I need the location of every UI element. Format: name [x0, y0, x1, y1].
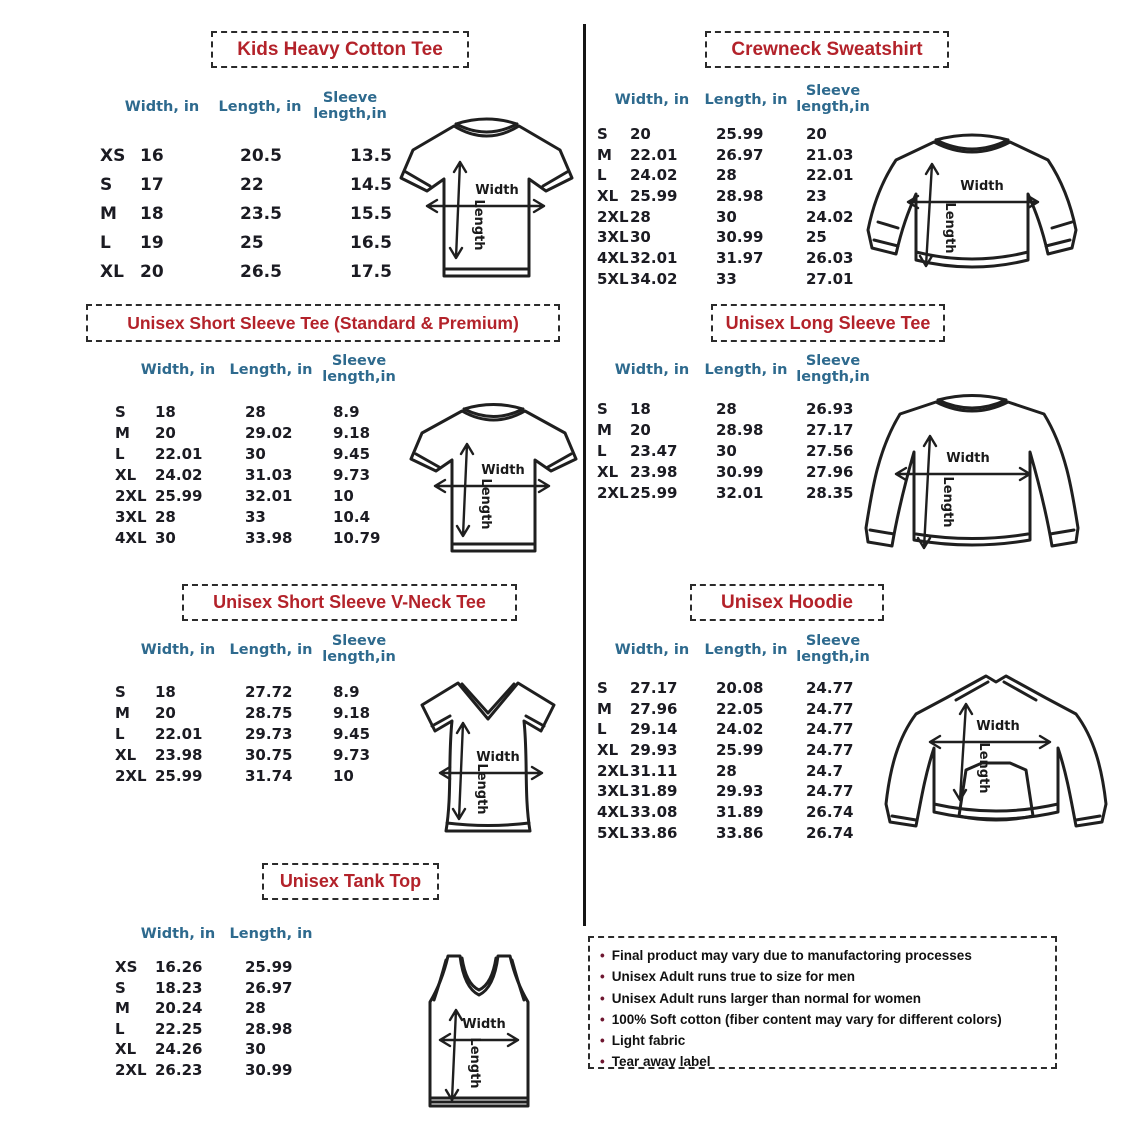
- length-arrow-label: Length: [474, 763, 489, 815]
- cell-sleeve: 26.03: [806, 249, 854, 268]
- cell-size: M: [597, 421, 612, 439]
- header-width: Width, in: [614, 642, 690, 658]
- cell-size: XL: [100, 262, 124, 282]
- cell-size: S: [115, 978, 126, 997]
- table-row: [115, 402, 415, 423]
- cell-size: L: [115, 1019, 125, 1038]
- size-table-hoodie: [597, 632, 887, 844]
- header-length: Length, in: [704, 642, 788, 658]
- cell-sleeve: 13.5: [350, 146, 392, 166]
- cell-width: 27.96: [630, 699, 678, 718]
- cell-length: 25.99: [716, 741, 764, 760]
- table-row: [115, 1019, 415, 1040]
- header-length: Length, in: [704, 362, 788, 378]
- cell-size: M: [115, 704, 130, 722]
- bullet-icon: •: [600, 948, 605, 963]
- width-arrow-label: Width: [946, 451, 990, 466]
- table-row: [115, 423, 415, 444]
- header-width: Width, in: [140, 926, 216, 942]
- cell-sleeve: 9.45: [333, 725, 371, 743]
- note-item: [600, 1009, 1045, 1030]
- cell-width: 20: [140, 262, 164, 282]
- cell-length: 23.5: [240, 204, 282, 224]
- note-item: [600, 966, 1045, 987]
- cell-length: 30.99: [716, 228, 764, 247]
- cell-width: 26.23: [155, 1060, 203, 1079]
- cell-size: S: [115, 683, 126, 701]
- table-row: [100, 171, 440, 200]
- table-row: [115, 444, 415, 465]
- table-row: [597, 399, 887, 420]
- cell-length: 20.08: [716, 679, 764, 697]
- cell-length: 30: [245, 445, 266, 463]
- cell-sleeve: 26.74: [806, 803, 854, 822]
- cell-width: 31.11: [630, 761, 678, 780]
- table-row: [597, 165, 887, 186]
- length-arrow-label: Length: [976, 742, 991, 794]
- header-length: Length, in: [229, 926, 313, 942]
- cell-width: 34.02: [630, 269, 678, 288]
- width-arrow-label: Width: [960, 179, 1004, 194]
- cell-size: XS: [115, 958, 138, 976]
- table-row: [115, 1060, 415, 1081]
- cell-size: S: [115, 403, 126, 421]
- section-title-unisex-hoodie: Unisex Hoodie: [690, 584, 884, 621]
- table-header: [115, 912, 415, 957]
- cell-length: 29.73: [245, 725, 293, 743]
- header-width: Width, in: [140, 642, 216, 658]
- cell-size: XL: [597, 741, 619, 760]
- short-sleeve-tee-icon: [393, 110, 580, 290]
- cell-length: 28: [716, 166, 737, 185]
- cell-sleeve: 20: [806, 125, 827, 143]
- cell-sleeve: 21.03: [806, 145, 854, 164]
- cell-sleeve: 26.93: [806, 400, 854, 418]
- cell-sleeve: 27.56: [806, 442, 854, 460]
- cell-sleeve: 9.45: [333, 445, 371, 463]
- cell-length: 30.75: [245, 746, 293, 764]
- cell-length: 25: [240, 233, 264, 253]
- cell-width: 20: [630, 421, 651, 439]
- cell-length: 28: [716, 400, 737, 418]
- header-sleeve: Sleeve length,in: [322, 633, 396, 666]
- bullet-icon: •: [600, 990, 605, 1006]
- cell-sleeve: 17.5: [350, 262, 392, 282]
- cell-size: 2XL: [115, 767, 147, 785]
- table-row: [597, 145, 887, 166]
- cell-width: 18: [155, 683, 176, 701]
- cell-sleeve: 22.01: [806, 166, 854, 185]
- cell-width: 29.93: [630, 741, 678, 760]
- cell-sleeve: 15.5: [350, 204, 392, 224]
- cell-width: 20: [630, 125, 651, 143]
- table-row: [115, 703, 415, 724]
- note-text: Unisex Adult runs true to size for men: [611, 969, 856, 985]
- hoodie-icon: [882, 668, 1110, 853]
- cell-sleeve: 14.5: [350, 175, 392, 195]
- header-sleeve: Sleeve length,in: [796, 83, 870, 116]
- cell-width: 32.01: [630, 249, 678, 268]
- section-title-unisex-long-sleeve-tee: Unisex Long Sleeve Tee: [711, 304, 945, 342]
- note-item: [600, 988, 1045, 1009]
- size-table-tank-top: [115, 912, 415, 1080]
- cell-size: M: [597, 145, 612, 164]
- cell-sleeve: 9.18: [333, 704, 371, 722]
- length-arrow-label: Length: [471, 199, 486, 251]
- table-row: [115, 957, 415, 978]
- table-row: [115, 998, 415, 1019]
- cell-size: 2XL: [597, 761, 629, 780]
- cell-sleeve: 9.73: [333, 746, 371, 764]
- width-arrow-label: Width: [976, 719, 1020, 734]
- length-arrow-label: Length: [940, 476, 955, 528]
- crewneck-sweatshirt-icon: [866, 124, 1078, 294]
- cell-length: 33: [245, 508, 266, 526]
- table-row: [597, 227, 887, 248]
- cell-length: 22.05: [716, 699, 764, 718]
- size-table-short-sleeve: [115, 352, 415, 549]
- cell-size: L: [597, 442, 607, 460]
- cell-width: 33.86: [630, 823, 678, 842]
- cell-width: 30: [155, 529, 176, 547]
- cell-width: 18: [155, 403, 176, 421]
- cell-size: XS: [100, 146, 126, 166]
- header-width: Width, in: [614, 362, 690, 378]
- cell-size: L: [115, 445, 125, 463]
- table-row: [597, 781, 887, 802]
- cell-width: 25.99: [630, 484, 678, 502]
- table-header: [115, 352, 415, 402]
- note-item: [600, 1051, 1045, 1072]
- table-row: [115, 528, 415, 549]
- table-row: [597, 124, 887, 145]
- table-row: [115, 507, 415, 528]
- cell-size: M: [115, 999, 130, 1017]
- cell-sleeve: 9.18: [333, 424, 371, 442]
- table-row: [597, 823, 887, 844]
- cell-width: 16.26: [155, 958, 203, 976]
- table-row: [597, 719, 887, 740]
- header-width: Width, in: [614, 92, 690, 108]
- cell-width: 17: [140, 175, 164, 195]
- cell-size: 4XL: [597, 803, 629, 822]
- section-title-crewneck-sweatshirt: Crewneck Sweatshirt: [705, 31, 949, 68]
- cell-sleeve: 16.5: [350, 233, 392, 253]
- cell-length: 30: [716, 207, 737, 226]
- table-row: [100, 229, 440, 258]
- table-row: [597, 269, 887, 290]
- cell-length: 28.75: [245, 704, 293, 722]
- cell-width: 22.01: [155, 445, 203, 463]
- cell-length: 33.86: [716, 823, 764, 842]
- header-sleeve: Sleeve length,in: [796, 353, 870, 386]
- header-width: Width, in: [124, 99, 200, 115]
- cell-size: M: [597, 699, 612, 718]
- cell-length: 25.99: [245, 958, 293, 976]
- cell-width: 25.99: [155, 487, 203, 505]
- cell-size: S: [597, 400, 608, 418]
- cell-sleeve: 9.73: [333, 466, 371, 484]
- header-sleeve: Sleeve length,in: [796, 633, 870, 666]
- cell-width: 22.01: [630, 145, 678, 164]
- cell-size: 3XL: [115, 508, 147, 526]
- header-length: Length, in: [229, 642, 313, 658]
- cell-sleeve: 10: [333, 487, 354, 505]
- cell-size: L: [100, 233, 111, 253]
- cell-width: 28: [630, 207, 651, 226]
- cell-length: 28: [716, 761, 737, 780]
- note-text: Tear away label: [611, 1054, 711, 1070]
- cell-length: 28.98: [245, 1019, 293, 1038]
- cell-width: 19: [140, 233, 164, 253]
- cell-sleeve: 25: [806, 228, 827, 247]
- cell-width: 23.47: [630, 442, 678, 460]
- section-title-unisex-tank-top: Unisex Tank Top: [262, 863, 439, 900]
- note-item: [600, 1030, 1045, 1051]
- table-row: [115, 682, 415, 703]
- cell-length: 28: [245, 403, 266, 421]
- width-arrow-label: Width: [475, 183, 519, 198]
- cell-size: L: [115, 725, 125, 743]
- cell-size: 5XL: [597, 269, 629, 288]
- cell-size: 3XL: [597, 228, 629, 247]
- cell-sleeve: 10.79: [333, 529, 381, 547]
- cell-size: 2XL: [597, 207, 629, 226]
- table-row: [115, 724, 415, 745]
- table-header: [597, 80, 887, 124]
- size-table-kids: [100, 85, 440, 287]
- cell-size: 4XL: [597, 249, 629, 268]
- cell-sleeve: 10.4: [333, 508, 371, 526]
- cell-length: 27.72: [245, 683, 293, 701]
- cell-length: 33.98: [245, 529, 293, 547]
- long-sleeve-tee-icon: [858, 390, 1086, 568]
- cell-length: 31.74: [245, 767, 293, 785]
- cell-sleeve: 8.9: [333, 403, 360, 421]
- cell-width: 18: [140, 204, 164, 224]
- table-row: [597, 483, 887, 504]
- header-length: Length, in: [704, 92, 788, 108]
- table-row: [597, 761, 887, 782]
- table-row: [115, 745, 415, 766]
- cell-size: XL: [115, 466, 137, 484]
- cell-length: 30: [716, 442, 737, 460]
- bullet-icon: •: [600, 1011, 605, 1027]
- table-header: [100, 85, 440, 142]
- header-length: Length, in: [218, 99, 302, 115]
- cell-width: 18.23: [155, 978, 203, 997]
- width-arrow-label: Width: [462, 1017, 506, 1032]
- notes-box: [588, 936, 1057, 1069]
- cell-width: 24.02: [630, 166, 678, 185]
- cell-sleeve: 24.02: [806, 207, 854, 226]
- cell-size: XL: [115, 1040, 137, 1058]
- cell-size: 2XL: [115, 1060, 147, 1079]
- cell-width: 20: [155, 704, 176, 722]
- cell-width: 23.98: [630, 463, 678, 481]
- cell-size: XL: [597, 463, 619, 481]
- cell-width: 33.08: [630, 803, 678, 822]
- header-length: Length, in: [229, 362, 313, 378]
- table-row: [115, 465, 415, 486]
- cell-length: 30.99: [245, 1060, 293, 1079]
- length-arrow-label: Length: [467, 1037, 482, 1089]
- cell-size: S: [597, 679, 608, 697]
- cell-size: 5XL: [597, 823, 629, 842]
- table-row: [597, 248, 887, 269]
- cell-size: 3XL: [597, 782, 629, 801]
- cell-length: 30.99: [716, 463, 764, 481]
- cell-length: 20.5: [240, 146, 282, 166]
- cell-sleeve: 24.77: [806, 699, 854, 718]
- table-row: [100, 258, 440, 287]
- cell-length: 29.02: [245, 424, 293, 442]
- cell-size: XL: [597, 187, 619, 206]
- table-row: [597, 699, 887, 720]
- cell-width: 18: [630, 400, 651, 418]
- bullet-icon: •: [600, 1033, 605, 1049]
- cell-size: 4XL: [115, 529, 147, 547]
- cell-length: 28: [245, 999, 266, 1017]
- cell-length: 31.03: [245, 466, 293, 484]
- cell-length: 28.98: [716, 187, 764, 206]
- cell-sleeve: 24.77: [806, 782, 854, 801]
- cell-length: 24.02: [716, 720, 764, 739]
- cell-sleeve: 24.77: [806, 679, 854, 697]
- cell-length: 33: [716, 269, 737, 288]
- section-title-v-neck-tee: Unisex Short Sleeve V-Neck Tee: [182, 584, 517, 621]
- cell-length: 22: [240, 175, 264, 195]
- cell-size: M: [115, 424, 130, 442]
- cell-size: S: [597, 125, 608, 143]
- table-row: [100, 200, 440, 229]
- table-header: [597, 632, 887, 678]
- cell-width: 16: [140, 146, 164, 166]
- tank-top-icon: [418, 948, 540, 1120]
- cell-size: 2XL: [115, 487, 147, 505]
- bullet-icon: •: [600, 1054, 605, 1070]
- cell-length: 32.01: [716, 484, 764, 502]
- v-neck-tee-icon: [402, 671, 574, 843]
- cell-width: 25.99: [630, 187, 678, 206]
- cell-size: L: [597, 720, 607, 739]
- length-arrow-label: Length: [942, 202, 957, 254]
- note-text: Unisex Adult runs larger than normal for women: [611, 990, 922, 1006]
- cell-width: 24.02: [155, 466, 203, 484]
- header-width: Width, in: [140, 362, 216, 378]
- table-row: [115, 978, 415, 999]
- header-sleeve: Sleeve length,in: [313, 90, 387, 123]
- table-row: [597, 207, 887, 228]
- bullet-icon: •: [600, 969, 605, 985]
- cell-length: 26.97: [245, 978, 293, 997]
- cell-length: 26.5: [240, 262, 282, 282]
- note-item: [600, 945, 1045, 966]
- cell-sleeve: 24.77: [806, 741, 854, 760]
- cell-size: L: [597, 166, 607, 185]
- cell-width: 31.89: [630, 782, 678, 801]
- cell-width: 22.01: [155, 725, 203, 743]
- cell-width: 28: [155, 508, 176, 526]
- cell-width: 22.25: [155, 1019, 203, 1038]
- table-row: [597, 678, 887, 699]
- cell-sleeve: 24.7: [806, 761, 844, 780]
- cell-length: 31.89: [716, 803, 764, 822]
- table-row: [115, 766, 415, 787]
- cell-sleeve: 23: [806, 187, 827, 206]
- table-row: [597, 802, 887, 823]
- note-text: Light fabric: [611, 1033, 686, 1049]
- table-row: [597, 186, 887, 207]
- note-text: Final product may vary due to manufactoring processes: [611, 948, 972, 963]
- cell-sleeve: 27.96: [806, 463, 854, 481]
- cell-sleeve: 26.74: [806, 823, 854, 842]
- size-table-v-neck: [115, 632, 415, 787]
- cell-length: 29.93: [716, 782, 764, 801]
- width-arrow-label: Width: [476, 750, 520, 765]
- table-header: [115, 632, 415, 682]
- cell-sleeve: 10: [333, 767, 354, 785]
- short-sleeve-tee-icon: [403, 396, 585, 564]
- section-title-unisex-short-sleeve-tee: Unisex Short Sleeve Tee (Standard & Premium): [86, 304, 560, 342]
- cell-length: 26.97: [716, 145, 764, 164]
- cell-width: 24.26: [155, 1040, 203, 1058]
- size-table-long-sleeve: [597, 352, 887, 504]
- cell-size: S: [100, 175, 113, 195]
- cell-width: 25.99: [155, 767, 203, 785]
- cell-width: 27.17: [630, 679, 678, 697]
- cell-width: 29.14: [630, 720, 678, 739]
- cell-length: 32.01: [245, 487, 293, 505]
- cell-width: 23.98: [155, 746, 203, 764]
- cell-size: XL: [115, 746, 137, 764]
- cell-sleeve: 27.17: [806, 421, 854, 439]
- cell-width: 30: [630, 228, 651, 247]
- table-row: [100, 142, 440, 171]
- table-row: [597, 740, 887, 761]
- cell-width: 20.24: [155, 999, 203, 1017]
- cell-sleeve: 24.77: [806, 720, 854, 739]
- table-header: [597, 352, 887, 399]
- size-table-crewneck: [597, 80, 887, 290]
- cell-length: 28.98: [716, 421, 764, 439]
- table-row: [597, 441, 887, 462]
- width-arrow-label: Width: [481, 463, 525, 478]
- cell-sleeve: 28.35: [806, 484, 854, 502]
- cell-sleeve: 8.9: [333, 683, 360, 701]
- cell-sleeve: 27.01: [806, 269, 854, 288]
- cell-length: 31.97: [716, 249, 764, 268]
- table-row: [115, 486, 415, 507]
- table-row: [115, 1039, 415, 1060]
- cell-size: 2XL: [597, 484, 629, 502]
- table-row: [597, 462, 887, 483]
- length-arrow-label: Length: [478, 478, 493, 530]
- cell-width: 20: [155, 424, 176, 442]
- section-title-kids-heavy-cotton-tee: Kids Heavy Cotton Tee: [211, 31, 469, 68]
- table-row: [597, 420, 887, 441]
- cell-length: 25.99: [716, 125, 764, 143]
- header-sleeve: Sleeve length,in: [322, 353, 396, 386]
- cell-length: 30: [245, 1040, 266, 1058]
- cell-size: M: [100, 204, 117, 224]
- note-text: 100% Soft cotton (fiber content may vary for different colors): [611, 1011, 1002, 1027]
